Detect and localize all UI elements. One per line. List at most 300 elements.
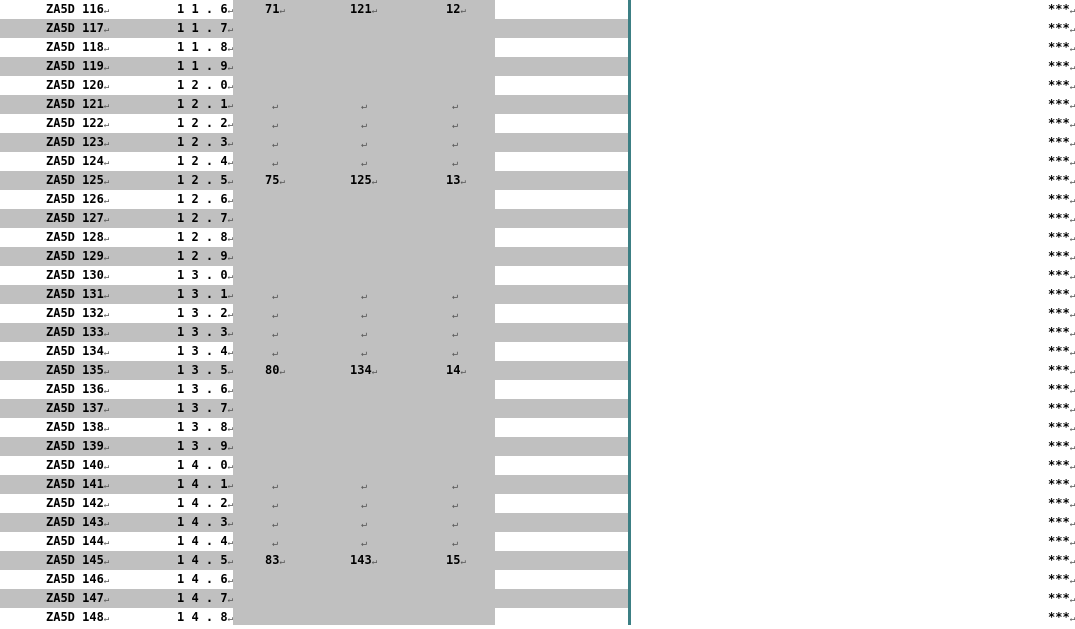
- row-value: 1 4 . 4↵: [177, 534, 233, 548]
- table-row: [0, 19, 1075, 38]
- return-mark-icon: ↵: [361, 329, 368, 340]
- return-mark-icon: ↵: [1069, 63, 1075, 73]
- return-mark-icon: ↵: [227, 443, 233, 453]
- return-mark-icon: ↵: [103, 576, 110, 586]
- row-value: 1 3 . 8↵: [177, 420, 233, 434]
- row-right-cell: [495, 304, 1075, 323]
- table-row: [0, 190, 1075, 209]
- return-mark-icon: ↵: [1069, 25, 1075, 35]
- row-stars: ***↵: [1048, 591, 1075, 605]
- table-row: [0, 342, 1075, 361]
- row-code: ZA5D 135↵: [46, 363, 110, 377]
- return-mark-icon: ↵: [371, 6, 378, 16]
- return-mark-icon: ↵: [227, 500, 233, 510]
- merged-value: 143↵: [350, 553, 378, 567]
- return-mark-icon: ↵: [371, 367, 378, 377]
- return-mark-icon: ↵: [103, 329, 110, 339]
- return-mark-icon: ↵: [227, 576, 233, 586]
- return-mark-icon: ↵: [103, 424, 110, 434]
- return-mark-icon: ↵: [272, 500, 279, 511]
- return-mark-icon: ↵: [103, 63, 110, 73]
- return-mark-icon: ↵: [361, 348, 368, 359]
- row-code: ZA5D 140↵: [46, 458, 110, 472]
- row-value: 1 2 . 9↵: [177, 249, 233, 263]
- row-left-cell: [0, 532, 233, 551]
- row-right-cell: [495, 152, 1075, 171]
- return-mark-icon: ↵: [227, 177, 233, 187]
- row-value: 1 2 . 3↵: [177, 135, 233, 149]
- row-code: ZA5D 129↵: [46, 249, 110, 263]
- row-value: 1 4 . 5↵: [177, 553, 233, 567]
- return-mark-icon: ↵: [1069, 329, 1075, 339]
- row-right-cell: [495, 171, 1075, 190]
- return-mark-icon: ↵: [103, 595, 110, 605]
- return-mark-icon: ↵: [103, 519, 110, 529]
- return-mark-icon: ↵: [460, 367, 466, 377]
- return-mark-icon: ↵: [361, 310, 368, 321]
- row-code: ZA5D 118↵: [46, 40, 110, 54]
- table-row: [0, 380, 1075, 399]
- return-mark-icon: ↵: [103, 481, 110, 491]
- row-left-cell: [0, 589, 233, 608]
- row-right-cell: [495, 228, 1075, 247]
- return-mark-icon: ↵: [460, 177, 466, 187]
- table-row: [0, 152, 1075, 171]
- row-value: 1 3 . 6↵: [177, 382, 233, 396]
- row-right-cell: [495, 95, 1075, 114]
- row-stars: ***↵: [1048, 382, 1075, 396]
- row-value: 1 4 . 7↵: [177, 591, 233, 605]
- merged-value: 83↵: [265, 553, 285, 567]
- return-mark-icon: ↵: [103, 215, 110, 225]
- row-code: ZA5D 141↵: [46, 477, 110, 491]
- return-mark-icon: ↵: [103, 44, 110, 54]
- row-code: ZA5D 117↵: [46, 21, 110, 35]
- return-mark-icon: ↵: [1069, 386, 1075, 396]
- row-stars: ***↵: [1048, 458, 1075, 472]
- return-mark-icon: ↵: [361, 120, 368, 131]
- return-mark-icon: ↵: [227, 215, 233, 225]
- return-mark-icon: ↵: [227, 462, 233, 472]
- return-mark-icon: ↵: [1069, 272, 1075, 282]
- row-stars: ***↵: [1048, 515, 1075, 529]
- row-stars: ***↵: [1048, 97, 1075, 111]
- merged-value: 121↵: [350, 2, 378, 16]
- return-mark-icon: ↵: [1069, 196, 1075, 206]
- row-right-cell: [495, 190, 1075, 209]
- row-stars: ***↵: [1048, 439, 1075, 453]
- return-mark-icon: ↵: [103, 196, 110, 206]
- row-left-cell: [0, 304, 233, 323]
- return-mark-icon: ↵: [103, 500, 110, 510]
- row-right-cell: [495, 399, 1075, 418]
- return-mark-icon: ↵: [227, 139, 233, 149]
- return-mark-icon: ↵: [103, 367, 110, 377]
- return-mark-icon: ↵: [1069, 215, 1075, 225]
- row-value: 1 1 . 8↵: [177, 40, 233, 54]
- return-mark-icon: ↵: [1069, 595, 1075, 605]
- table-row: [0, 570, 1075, 589]
- return-mark-icon: ↵: [1069, 519, 1075, 529]
- row-value: 1 4 . 0↵: [177, 458, 233, 472]
- row-left-cell: [0, 342, 233, 361]
- row-stars: ***↵: [1048, 534, 1075, 548]
- row-code: ZA5D 121↵: [46, 97, 110, 111]
- row-value: 1 2 . 0↵: [177, 78, 233, 92]
- return-mark-icon: ↵: [103, 234, 110, 244]
- row-code: ZA5D 119↵: [46, 59, 110, 73]
- merged-value: 125↵: [350, 173, 378, 187]
- row-right-cell: [495, 342, 1075, 361]
- return-mark-icon: ↵: [103, 405, 110, 415]
- return-mark-icon: ↵: [103, 557, 110, 567]
- table-row: [0, 285, 1075, 304]
- row-stars: ***↵: [1048, 572, 1075, 586]
- return-mark-icon: ↵: [452, 120, 459, 131]
- return-mark-icon: ↵: [452, 101, 459, 112]
- table-row: [0, 304, 1075, 323]
- return-mark-icon: ↵: [361, 538, 368, 549]
- return-mark-icon: ↵: [103, 291, 110, 301]
- row-stars: ***↵: [1048, 230, 1075, 244]
- row-left-cell: [0, 95, 233, 114]
- row-code: ZA5D 138↵: [46, 420, 110, 434]
- row-code: ZA5D 148↵: [46, 610, 110, 624]
- row-code: ZA5D 142↵: [46, 496, 110, 510]
- return-mark-icon: ↵: [227, 25, 233, 35]
- row-right-cell: [495, 323, 1075, 342]
- row-right-cell: [495, 570, 1075, 589]
- return-mark-icon: ↵: [227, 386, 233, 396]
- row-right-cell: [495, 589, 1075, 608]
- row-code: ZA5D 146↵: [46, 572, 110, 586]
- row-right-cell: [495, 380, 1075, 399]
- return-mark-icon: ↵: [227, 367, 233, 377]
- return-mark-icon: ↵: [227, 595, 233, 605]
- row-value: 1 4 . 6↵: [177, 572, 233, 586]
- return-mark-icon: ↵: [103, 25, 110, 35]
- row-right-cell: [495, 475, 1075, 494]
- row-right-cell: [495, 513, 1075, 532]
- row-stars: ***↵: [1048, 116, 1075, 130]
- return-mark-icon: ↵: [227, 234, 233, 244]
- row-value: 1 3 . 4↵: [177, 344, 233, 358]
- merged-value: 15↵: [446, 553, 466, 567]
- row-stars: ***↵: [1048, 249, 1075, 263]
- return-mark-icon: ↵: [227, 310, 233, 320]
- row-code: ZA5D 139↵: [46, 439, 110, 453]
- row-stars: ***↵: [1048, 135, 1075, 149]
- table-row: [0, 437, 1075, 456]
- row-left-cell: [0, 570, 233, 589]
- return-mark-icon: ↵: [103, 101, 110, 111]
- row-left-cell: [0, 361, 233, 380]
- row-right-cell: [495, 494, 1075, 513]
- return-mark-icon: ↵: [361, 500, 368, 511]
- return-mark-icon: ↵: [227, 158, 233, 168]
- return-mark-icon: ↵: [227, 82, 233, 92]
- return-mark-icon: ↵: [1069, 614, 1075, 624]
- return-mark-icon: ↵: [227, 405, 233, 415]
- merged-value: 80↵: [265, 363, 285, 377]
- row-value: 1 2 . 1↵: [177, 97, 233, 111]
- row-code: ZA5D 136↵: [46, 382, 110, 396]
- row-left-cell: [0, 380, 233, 399]
- row-right-cell: [495, 133, 1075, 152]
- merged-value: 12↵: [446, 2, 466, 16]
- row-left-cell: [0, 475, 233, 494]
- table-row: [0, 456, 1075, 475]
- row-right-cell: [495, 38, 1075, 57]
- row-left-cell: [0, 551, 233, 570]
- return-mark-icon: ↵: [103, 82, 110, 92]
- return-mark-icon: ↵: [460, 557, 466, 567]
- row-stars: ***↵: [1048, 59, 1075, 73]
- row-code: ZA5D 122↵: [46, 116, 110, 130]
- row-stars: ***↵: [1048, 610, 1075, 624]
- row-left-cell: [0, 456, 233, 475]
- row-value: 1 2 . 4↵: [177, 154, 233, 168]
- merged-value: 14↵: [446, 363, 466, 377]
- table-row: [0, 95, 1075, 114]
- row-right-cell: [495, 551, 1075, 570]
- return-mark-icon: ↵: [103, 310, 110, 320]
- row-left-cell: [0, 494, 233, 513]
- row-left-cell: [0, 19, 233, 38]
- return-mark-icon: ↵: [1069, 405, 1075, 415]
- return-mark-icon: ↵: [1069, 44, 1075, 54]
- row-code: ZA5D 144↵: [46, 534, 110, 548]
- table-row: [0, 266, 1075, 285]
- return-mark-icon: ↵: [1069, 348, 1075, 358]
- return-mark-icon: ↵: [103, 614, 110, 624]
- row-value: 1 3 . 7↵: [177, 401, 233, 415]
- return-mark-icon: ↵: [452, 538, 459, 549]
- row-right-cell: [495, 266, 1075, 285]
- row-code: ZA5D 133↵: [46, 325, 110, 339]
- row-left-cell: [0, 114, 233, 133]
- return-mark-icon: ↵: [272, 519, 279, 530]
- row-value: 1 2 . 5↵: [177, 173, 233, 187]
- row-code: ZA5D 143↵: [46, 515, 110, 529]
- row-left-cell: [0, 171, 233, 190]
- return-mark-icon: ↵: [371, 177, 378, 187]
- row-stars: ***↵: [1048, 173, 1075, 187]
- row-code: ZA5D 147↵: [46, 591, 110, 605]
- row-value: 1 1 . 6↵: [177, 2, 233, 16]
- row-right-cell: [495, 285, 1075, 304]
- row-code: ZA5D 123↵: [46, 135, 110, 149]
- row-value: 1 1 . 9↵: [177, 59, 233, 73]
- return-mark-icon: ↵: [272, 158, 279, 169]
- row-code: ZA5D 134↵: [46, 344, 110, 358]
- return-mark-icon: ↵: [361, 101, 368, 112]
- table-row: [0, 532, 1075, 551]
- return-mark-icon: ↵: [361, 481, 368, 492]
- return-mark-icon: ↵: [279, 557, 285, 567]
- return-mark-icon: ↵: [1069, 234, 1075, 244]
- return-mark-icon: ↵: [361, 519, 368, 530]
- bottom-edge: [0, 625, 631, 627]
- table-row: [0, 551, 1075, 570]
- row-right-cell: [495, 456, 1075, 475]
- return-mark-icon: ↵: [227, 481, 233, 491]
- return-mark-icon: ↵: [1069, 538, 1075, 548]
- return-mark-icon: ↵: [272, 538, 279, 549]
- row-code: ZA5D 124↵: [46, 154, 110, 168]
- return-mark-icon: ↵: [371, 557, 378, 567]
- return-mark-icon: ↵: [272, 348, 279, 359]
- return-mark-icon: ↵: [361, 158, 368, 169]
- table-row: [0, 171, 1075, 190]
- row-stars: ***↵: [1048, 306, 1075, 320]
- row-left-cell: [0, 152, 233, 171]
- merged-value: 75↵: [265, 173, 285, 187]
- return-mark-icon: ↵: [227, 348, 233, 358]
- return-mark-icon: ↵: [227, 519, 233, 529]
- table-row: [0, 513, 1075, 532]
- merged-value: 13↵: [446, 173, 466, 187]
- row-value: 1 3 . 1↵: [177, 287, 233, 301]
- return-mark-icon: ↵: [103, 253, 110, 263]
- row-stars: ***↵: [1048, 477, 1075, 491]
- return-mark-icon: ↵: [1069, 462, 1075, 472]
- row-left-cell: [0, 209, 233, 228]
- table-row: [0, 475, 1075, 494]
- return-mark-icon: ↵: [227, 291, 233, 301]
- row-left-cell: [0, 228, 233, 247]
- return-mark-icon: ↵: [452, 310, 459, 321]
- table-row: [0, 323, 1075, 342]
- row-value: 1 3 . 2↵: [177, 306, 233, 320]
- row-stars: ***↵: [1048, 40, 1075, 54]
- row-code: ZA5D 120↵: [46, 78, 110, 92]
- row-code: ZA5D 126↵: [46, 192, 110, 206]
- row-left-cell: [0, 57, 233, 76]
- row-left-cell: [0, 323, 233, 342]
- return-mark-icon: ↵: [1069, 6, 1075, 16]
- return-mark-icon: ↵: [452, 500, 459, 511]
- row-value: 1 2 . 7↵: [177, 211, 233, 225]
- row-code: ZA5D 130↵: [46, 268, 110, 282]
- row-left-cell: [0, 418, 233, 437]
- table-row: [0, 399, 1075, 418]
- table-row: [0, 38, 1075, 57]
- return-mark-icon: ↵: [103, 120, 110, 130]
- return-mark-icon: ↵: [227, 6, 233, 16]
- return-mark-icon: ↵: [1069, 424, 1075, 434]
- table-row: [0, 494, 1075, 513]
- row-value: 1 4 . 2↵: [177, 496, 233, 510]
- return-mark-icon: ↵: [227, 44, 233, 54]
- row-left-cell: [0, 133, 233, 152]
- return-mark-icon: ↵: [460, 6, 466, 16]
- return-mark-icon: ↵: [1069, 82, 1075, 92]
- table-row: [0, 418, 1075, 437]
- row-left-cell: [0, 285, 233, 304]
- row-stars: ***↵: [1048, 21, 1075, 35]
- return-mark-icon: ↵: [103, 386, 110, 396]
- return-mark-icon: ↵: [1069, 576, 1075, 586]
- row-stars: ***↵: [1048, 363, 1075, 377]
- return-mark-icon: ↵: [227, 120, 233, 130]
- table-row: [0, 247, 1075, 266]
- row-right-cell: [495, 57, 1075, 76]
- return-mark-icon: ↵: [1069, 367, 1075, 377]
- return-mark-icon: ↵: [272, 101, 279, 112]
- row-left-cell: [0, 38, 233, 57]
- table-row: [0, 76, 1075, 95]
- row-code: ZA5D 125↵: [46, 173, 110, 187]
- row-right-cell: [495, 76, 1075, 95]
- return-mark-icon: ↵: [1069, 177, 1075, 187]
- row-left-cell: [0, 0, 233, 19]
- row-stars: ***↵: [1048, 325, 1075, 339]
- return-mark-icon: ↵: [452, 329, 459, 340]
- return-mark-icon: ↵: [103, 158, 110, 168]
- return-mark-icon: ↵: [227, 329, 233, 339]
- row-right-cell: [495, 532, 1075, 551]
- return-mark-icon: ↵: [1069, 101, 1075, 111]
- return-mark-icon: ↵: [103, 272, 110, 282]
- row-stars: ***↵: [1048, 2, 1075, 16]
- row-stars: ***↵: [1048, 192, 1075, 206]
- return-mark-icon: ↵: [103, 443, 110, 453]
- return-mark-icon: ↵: [227, 424, 233, 434]
- return-mark-icon: ↵: [103, 177, 110, 187]
- return-mark-icon: ↵: [103, 538, 110, 548]
- row-right-cell: [495, 0, 1075, 19]
- row-value: 1 4 . 1↵: [177, 477, 233, 491]
- row-code: ZA5D 137↵: [46, 401, 110, 415]
- row-stars: ***↵: [1048, 553, 1075, 567]
- row-right-cell: [495, 418, 1075, 437]
- row-right-cell: [495, 437, 1075, 456]
- return-mark-icon: ↵: [361, 291, 368, 302]
- return-mark-icon: ↵: [227, 196, 233, 206]
- table-row: [0, 209, 1075, 228]
- table-row: [0, 589, 1075, 608]
- return-mark-icon: ↵: [103, 462, 110, 472]
- return-mark-icon: ↵: [272, 310, 279, 321]
- table-row: [0, 57, 1075, 76]
- row-stars: ***↵: [1048, 420, 1075, 434]
- row-stars: ***↵: [1048, 154, 1075, 168]
- row-right-cell: [495, 19, 1075, 38]
- row-left-cell: [0, 399, 233, 418]
- return-mark-icon: ↵: [1069, 253, 1075, 263]
- return-mark-icon: ↵: [272, 329, 279, 340]
- return-mark-icon: ↵: [1069, 500, 1075, 510]
- row-code: ZA5D 145↵: [46, 553, 110, 567]
- return-mark-icon: ↵: [1069, 158, 1075, 168]
- row-right-cell: [495, 247, 1075, 266]
- row-value: 1 3 . 9↵: [177, 439, 233, 453]
- row-stars: ***↵: [1048, 287, 1075, 301]
- return-mark-icon: ↵: [103, 348, 110, 358]
- return-mark-icon: ↵: [227, 101, 233, 111]
- return-mark-icon: ↵: [279, 367, 285, 377]
- row-right-cell: [495, 209, 1075, 228]
- return-mark-icon: ↵: [1069, 120, 1075, 130]
- return-mark-icon: ↵: [452, 481, 459, 492]
- return-mark-icon: ↵: [1069, 310, 1075, 320]
- row-left-cell: [0, 437, 233, 456]
- table-row: [0, 133, 1075, 152]
- row-stars: ***↵: [1048, 211, 1075, 225]
- return-mark-icon: ↵: [279, 177, 285, 187]
- return-mark-icon: ↵: [272, 291, 279, 302]
